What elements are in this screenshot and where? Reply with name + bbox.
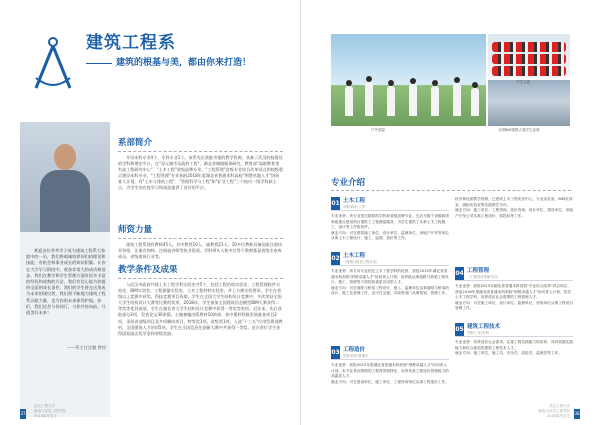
welcome-quote: 欢迎各位莘莘学子成为建筑工程系大家庭中的一员，我们将竭诚培养你们的理论和技能，有机会和事业成长的知识积累。让你在大学学习阶段中，收获非常大的成功和进步。我们在教学和学生管理方面有很多丰富的经验和成熟的方法，我们有信心能为你提供全面的成长条件，我们的学生将在这里成为未来的建设者，我们将不断地为建筑工程系贡献力量，也为你的未来保驾护航，你们，我们还会与你同行，与你并肩向前，开创美好未来！	[26, 248, 106, 316]
section-text: 建筑工程系现有教师45人，其中教授10人，副教授21人，10多位教师具备国家注册执业资格，注册咨询师，注册造价师等执业资质。学科带头人和多位骨干教师都是省级专家库成员，省级建筑行业等。	[118, 242, 282, 260]
major-header	[331, 197, 449, 211]
major-number: 03	[331, 346, 340, 359]
bim-contest-photo	[488, 80, 570, 126]
person-figure	[409, 84, 417, 116]
portrait-body	[40, 170, 90, 232]
major-header	[455, 323, 573, 337]
outdoor-survey-photo	[331, 34, 486, 126]
section-title: 师资力量	[118, 225, 283, 239]
footer-text: 武汉工程大学 邮电与信息工程学院 2018届毕业生	[34, 404, 66, 418]
major-duration: （工程项目管理方向）	[467, 274, 500, 279]
group-row	[492, 54, 566, 64]
major-text: 专业优势：获批2015年度湖北省普通本科高校"荆楚卓越人才"协同育人计划，本专业具有鲜明的工程背景和特色，培养具备工程造价管理能力的高素质人才。 就业方向：可在建设单位、施工单位、工程咨询单位从事工程造价工作。	[331, 363, 449, 384]
major-duration: 学制:三年/专科	[467, 330, 490, 335]
section-faculty	[118, 225, 283, 260]
person-figure	[431, 86, 439, 116]
person-head	[454, 77, 460, 83]
person-figure	[387, 86, 395, 116]
major-number: 02	[331, 252, 340, 265]
photo-caption: 学生交流	[516, 80, 530, 84]
person-figure	[365, 82, 373, 116]
right-page	[300, 0, 600, 425]
person-head	[388, 80, 394, 86]
major-text: 专业优势：获批2015年湖北省普通本科高校"专业综合改革"试点项目，获批2018年度湖北省普通本科高校"荆楚卓越人才"协同育人计划，依托土木工程学科，培养适应社会需要的工程管理人才。 就业方向：可在施工单位、设计单位、监理单位、咨询单位从事工程项目管理工作。	[455, 284, 573, 310]
major-header	[331, 346, 449, 360]
major-text: 校各种优质教学资源，已建成土木工程实验中心，专业实验室，BIM实训室，测绘实验室等实践教学平台。 就业方向：施工单位、工程咨询、造价咨询、设计单位、建设单位、房地产开发公司从事工程造价、招投标等工作。	[455, 197, 573, 218]
major-name: 土木工程	[343, 252, 366, 259]
person-head	[410, 78, 416, 84]
group-row	[492, 66, 566, 76]
major-road-bridge	[331, 252, 449, 297]
major-number: 05	[455, 323, 464, 336]
major-duration: 学制:四年/管理学	[343, 353, 369, 358]
section-title: 教学条件及成果	[118, 265, 283, 279]
major-cost-continued	[455, 197, 573, 219]
majors-title: 专业介绍	[331, 178, 366, 188]
major-name: 工程造价	[343, 346, 366, 353]
page-subtitle: 建筑的根基与美，都由你来打造！	[116, 58, 252, 68]
page-number: 37	[20, 409, 26, 419]
person-figure	[453, 83, 461, 116]
title-block	[28, 30, 288, 90]
section-text: 开设本科专业4个、专科专业1个。该系先后获批市重的教学资源，具备了武汉院校建设的学科和理论平台，在"双元城市及政府工程"、湖北省城镇服务研究、教育部"高职教育类有高工程研究中心"、"土木工程"省级品牌专业、"工程管理"省级专业综合改革试点和校级重点建设本科专业，"工程管理"专业获批2018年度湖北省普通本科高校"荆楚卓越人才"协同育人计划，有"土木与建筑工程"、"管理科学与工程"和"矿业工程"三个校内一级学科硕士点，为学生的在校学习和深造提供了良好的平台。	[118, 155, 283, 191]
major-duration: （道路与桥梁工程方向）	[343, 259, 380, 264]
exchange-photo	[488, 34, 570, 78]
signature: ——系主任沈鹏 教授	[66, 345, 106, 350]
person-head	[366, 76, 372, 82]
section-text: 与武汉市政府共建土木工程学科实验室共5个，包括工程结构实验室、工程管理软件实验室、BIM实训室、工程测量实验室、土木工程材料实验室，并上方便实验要求。学生在省级以上竞赛中获奖，科技竞赛项目资助，学生在全国大学生结构设计竞赛中，多次荣获全国大学生结构设计大赛等比赛的奖项。2018年，学生参加全国建筑信息模型BIM大赛获得二等奖等优异成绩。学生在湖北省大学生结构设计竞赛中获得一等奖等奖项。近年来，先后获批部分2项，发表论文30余篇，主编参编出版教材10余部。获中建杯铁路发展基金项目2项，承担省部级项目及多项横向项目，特等奖1项，省级奖1项，入选"十三五"应用型规划教材，全国建筑人才培训5项，学生在全国信息化创新大赛中共获得一等奖，近百余位学生获得国家励志奖学金和省级奖励。	[118, 282, 283, 336]
major-civil	[331, 197, 449, 242]
major-header	[455, 267, 573, 281]
major-construction-tech	[455, 323, 573, 357]
section-conditions	[118, 265, 283, 337]
photo-caption: 户外测量	[371, 128, 385, 132]
major-cost	[331, 346, 449, 385]
major-header	[331, 252, 449, 266]
major-engineering-management	[455, 267, 573, 312]
major-name: 工程管理	[467, 267, 490, 274]
section-intro	[118, 138, 283, 192]
portrait-photo	[20, 122, 110, 232]
person-head	[432, 80, 438, 86]
major-number: 04	[455, 267, 464, 280]
section-title: 系部简介	[118, 138, 283, 152]
portrait-head	[54, 144, 76, 170]
footer-text: 武汉工程大学 邮电与信息工程学院 2018届毕业生	[538, 404, 570, 418]
group-row	[492, 42, 566, 52]
person-head	[472, 82, 478, 88]
page-title: 建筑工程系	[86, 33, 176, 53]
major-name: 土木工程	[343, 197, 366, 204]
page-number: 38	[574, 409, 580, 419]
subtitle-rule	[86, 63, 112, 64]
major-duration: 学制:四年/工学	[343, 204, 366, 209]
major-number: 01	[331, 197, 340, 210]
major-name: 建筑工程技术	[467, 323, 501, 330]
person-figure	[345, 86, 353, 116]
photo-caption: 全国BIM建模大赛学生参赛	[498, 128, 540, 132]
person-head	[346, 80, 352, 86]
major-text: 专业优势：该方向专业依托土木工程学科的优势，获批2015年湖北省普通本科高校"荆楚卓越人才"协同育人计划，培养能从事道路与桥梁工程设计、施工、管理等方面的高素质应用型人才。 就业方向：可在道路与桥梁工程设计、施工、监理单位从事道路与桥梁的设计、施工及管理工作，也可在交通、市政等部门从事规划、管理工作。	[331, 269, 449, 295]
majors-rule	[331, 190, 571, 191]
major-text: 专业优势：培养适应社会需求，注重工程实践能力的培养，具有较强实践能力和综合素质的建筑工程技术人才。 就业方向：施工单位、施工员、安全员、质检员、监理员等工作。	[455, 340, 573, 355]
major-text: 专业优势：该专业依托雄厚的学科和省级品牌专业，先后为数个省级和国家级重点建设项目提供了工程测量服务，为学生提供了从事土木工程施工、设计等工作的条件。 就业方向：可在建筑施工单位，设计单位，监理单位，房地产开发等单位从事土木工程设计、施工、监理、造价等工作。	[331, 214, 449, 240]
person-figure	[471, 88, 479, 116]
compass-icon	[28, 34, 78, 92]
